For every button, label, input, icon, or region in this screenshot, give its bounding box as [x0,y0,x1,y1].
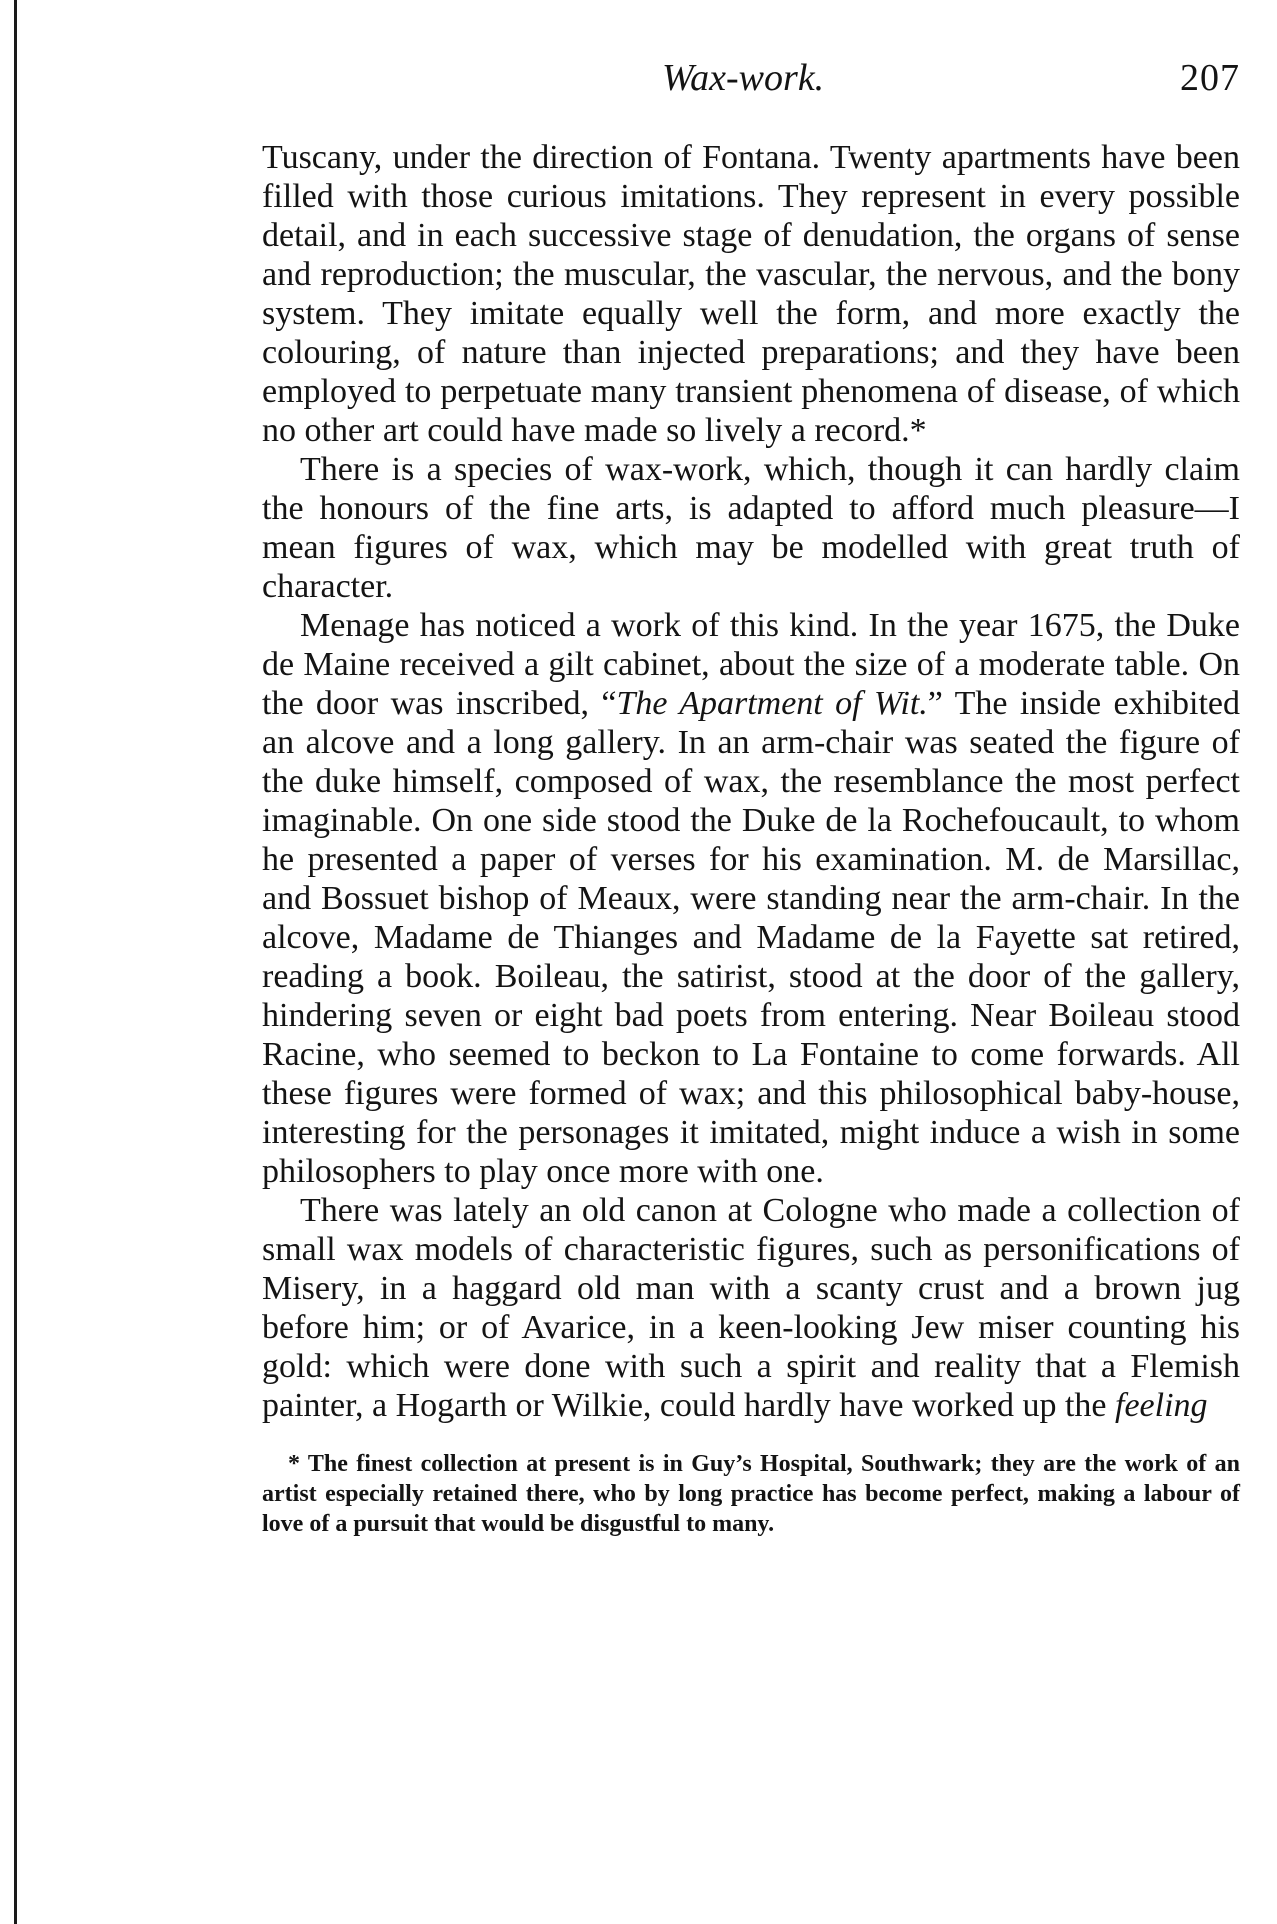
paragraph-3 [262,606,1240,1191]
paragraph-4-italic-word: feeling [1115,1387,1208,1424]
paragraph-2: There is a species of wax-work, which, though it can hardly claim the honours of the fine arts, is adapted to afford much pleasure—I mean figures of wax, which may be modelled with great truth of character. [262,451,1240,605]
running-title: Wax-work. [662,57,825,99]
book-page [262,50,1240,1900]
footnote-spacer [262,1425,1240,1449]
paragraph-4 [262,1191,1240,1425]
running-head [262,50,1240,106]
paragraph-3-text-b: ” The inside exhibited an alcove and a long gallery. In an arm-chair was seated the figure of the duke himself, composed of wax, the resemblance the most perfect imaginable. On one side stood the Duke de la Rochefoucault, to whom he presented a paper of verses for his examination. M. de Marsillac, and Bossuet bishop of Meaux, were standing near the arm-chair. In the alcove, Madame de Thianges and Madame de la Fayette sat retired, reading a book. Boileau, the satirist, stood at the door of the gallery, hindering seven or eight bad poets from entering. Near Boileau stood Racine, who seemed to beckon to La Fontaine to come forwards. All these figures were formed of wax; and this philosophical baby-house, interesting for the personages it imitated, might induce a wish in some philosophers to play once more with one. [262,685,1240,1190]
paragraph-1: Tuscany, under the direction of Fontana. Twenty apartments have been filled with those curious imitations. They represent in every possible detail, and in each successive stage of denudation, the organs of sense and reproduction; the muscular, the vascular, the nervous, and the bony system. They imitate equally well the form, and more exactly the colouring, of nature than injected preparations; and they have been employed to perpetuate many transient phenomena of disease, of which no other art could have made so lively a record.* [262,139,1240,449]
paragraph-4-text: There was lately an old canon at Cologne who made a collection of small wax models of characteristic figures, such as personifications of Misery, in a haggard old man with a scanty crust and a brown jug before him; or of Avarice, in a keen-looking Jew miser counting his gold: which were done with such a spirit and reality that a Flemish painter, a Hogarth or Wilkie, could hardly have worked up the [262,1192,1240,1424]
paragraph-3-italic-title: The Apartment of Wit. [616,685,928,722]
footnote: * The finest collection at present is in Guy’s Hospital, Southwark; they are the work of an artist especially retained there, who by long practice has become perfect, making a labour of love of a pursuit that would be disgustful to many. [262,1451,1240,1537]
paragraph-3-text-a: Menage has noticed a work of this kind. In the year 1675, the Duke de Maine received a gilt cabinet, about the size of a moderate table. On the door was inscribed, “ [262,607,1240,722]
page-number: 207 [1180,57,1240,99]
binding-edge [0,0,17,1924]
